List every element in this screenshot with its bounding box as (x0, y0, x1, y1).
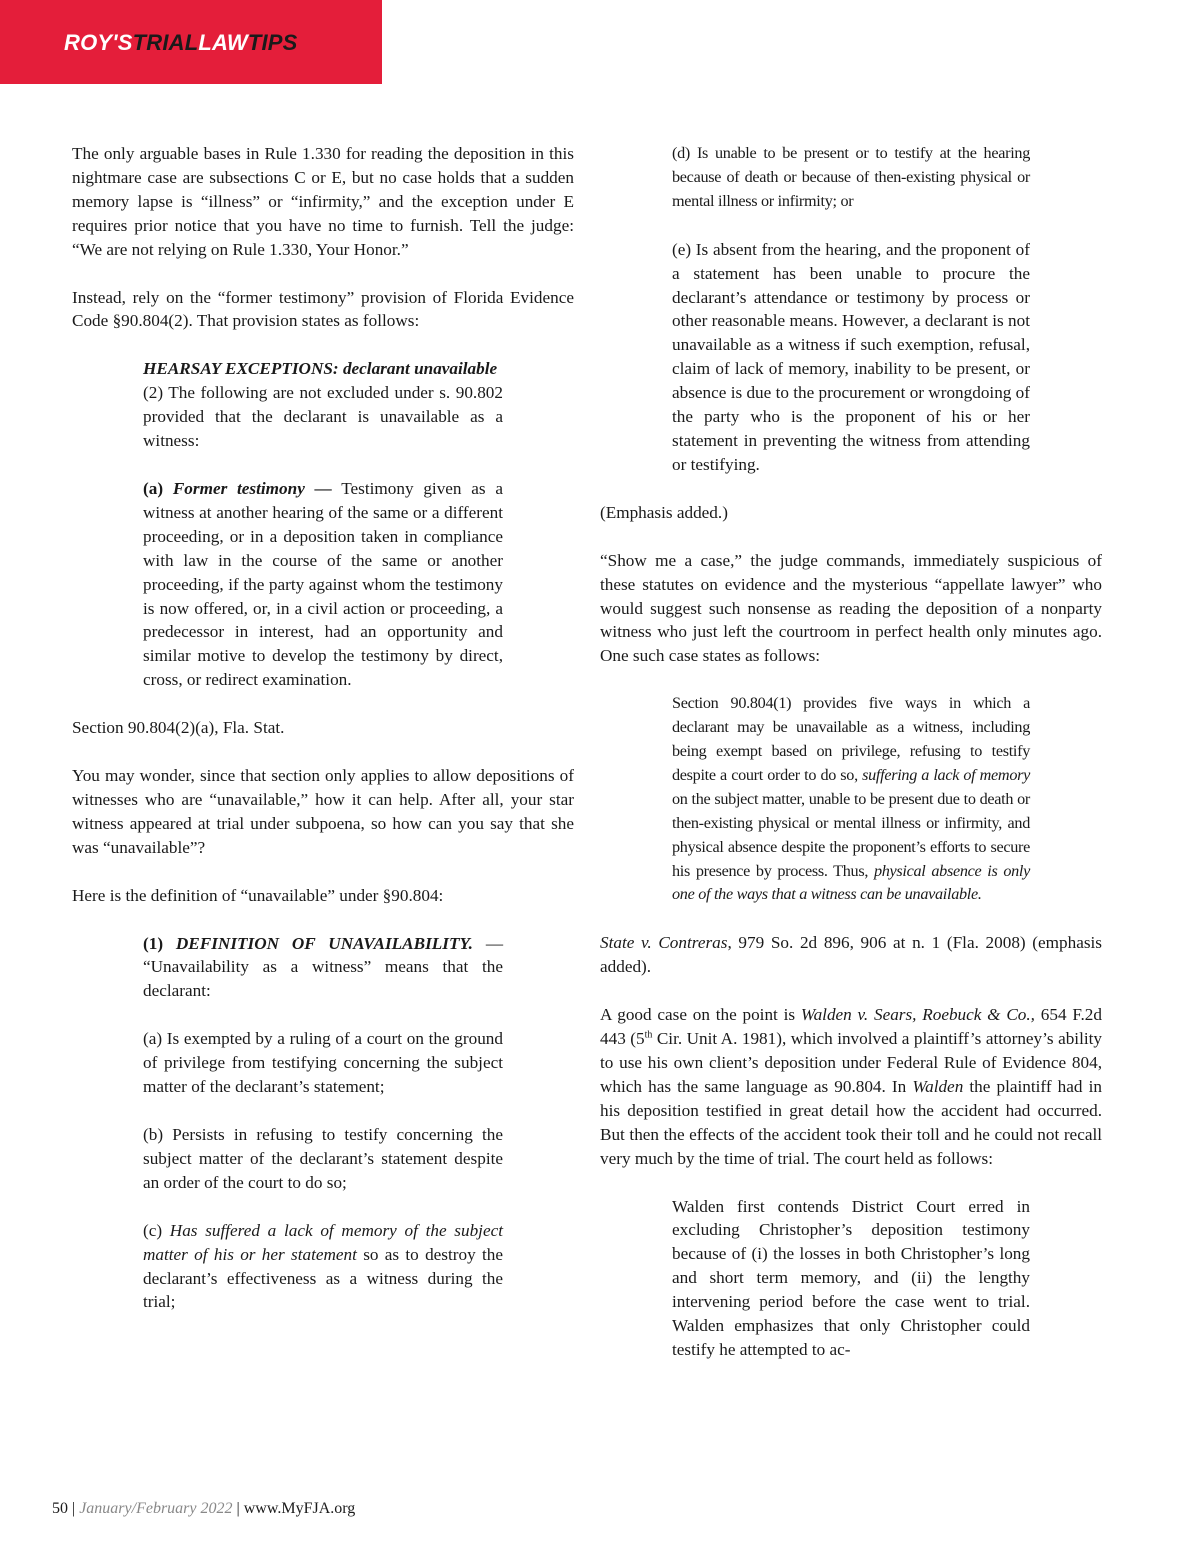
definition-title: DEFINITION OF UNAVAILABILITY. (175, 933, 473, 953)
statute-quote-former-testimony (143, 477, 503, 692)
case-name: Walden (912, 1076, 964, 1096)
quote-text: (2) The following are not excluded under s. 90.802 provided that the declarant is unavailable as a witness: (143, 383, 503, 451)
section-banner (0, 0, 382, 84)
citation (600, 931, 1102, 979)
paragraph: The only arguable bases in Rule 1.330 for reading the deposition in this nightmare case are subsections C or E, but no case holds that a sudden memory lapse is “illness” or “infirmity,” and the exception under E requires prior notice that you have no time to furnish. Tell the judge: “We are not relying on Rule 1.330, Your Honor.” (72, 144, 574, 259)
quote-emphasis: physical absence is only one of the ways that a witness can be unavailable. (672, 861, 1030, 904)
case-quote-contreras (672, 692, 1030, 907)
text-run: 654 F.2d 443 (5 (600, 1005, 1102, 1049)
paragraph: “Show me a case,” the judge commands, immediately suspicious of these statutes on evidence and the mysterious “appellate lawyer” who would suggest such nonsense as reading the deposition of a nonparty witness who just left the courtroom in perfect health only minutes ago. One such case states as follows: (600, 550, 1102, 666)
case-quote-walden: Walden first contends District Court erred in excluding Christopher’s deposition testimony because of (i) the losses in both Christopher’s long and short term memory, and (ii) the lengthy intervening period before the case went to trial. Walden emphasizes that only Christopher could testify he attempted to ac- (672, 1196, 1030, 1359)
definition-label: (1) (143, 933, 164, 953)
case-name: State v. Contreras (600, 933, 728, 953)
paragraph: Instead, rely on the “former testimony” provision of Florida Evidence Code §90.804(2). That provision states as follows: (72, 287, 574, 331)
banner-tips: TIPS (247, 30, 298, 55)
website: www.MyFJA.org (243, 1500, 356, 1517)
paragraph: You may wonder, since that section only applies to allow depositions of witnesses who are “unavailable,” how it can help. After all, your star witness appeared at trial under subpoena, so how can you say that she was “unavailable”? (72, 766, 574, 857)
citation: Section 90.804(2)(a), Fla. Stat. (72, 718, 285, 738)
banner-law: LAW (198, 30, 248, 55)
section-title (64, 30, 298, 56)
page-number: 50 (52, 1500, 68, 1517)
issue-date: January/February 2022 (79, 1500, 233, 1517)
definition-item-e: (e) Is absent from the hearing, and the proponent of a statement has been unable to procure the declarant’s attendance or testimony by process or other reasonable means. However, a declarant is not unavailable as a witness if such exemption, refusal, claim of lack of memory, inability to be present, or absence is due to the procurement or wrongdoing of the party who is the proponent of his or her statement in preventing the witness from attending or testifying. (672, 239, 1030, 474)
citation-text: , 979 So. 2d 896, 906 at n. 1 (Fla. 2008) (emphasis added). (600, 933, 1102, 977)
item-prefix: (c) (143, 1220, 170, 1240)
quote-heading: HEARSAY EXCEPTIONS: declarant unavailable (143, 359, 498, 379)
text-run: the plaintiff had in his deposition testified in great detail how the accident had occurred. But then the effects of the accident took their toll and he could not recall very much by the time of trial. The court held as follows: (600, 1076, 1102, 1168)
quote-text: on the subject matter, unable to be present due to death or then-existing physical or mental illness or infirmity, and physical absence despite the proponent’s efforts to secure his presence by process. Thus, (672, 789, 1030, 880)
item-text: so as to destroy the declarant’s effectiveness as a witness during the trial; (143, 1244, 503, 1312)
banner-trial: TRIAL (132, 30, 199, 55)
emphasis-note: (Emphasis added.) (600, 502, 728, 522)
page-footer: 50 | January/February 2022 | www.MyFJA.org (52, 1500, 356, 1517)
right-column (600, 142, 1102, 1386)
case-name: Walden v. Sears, Roebuck & Co., (800, 1005, 1035, 1025)
superscript: th (644, 1029, 653, 1041)
left-column (72, 142, 574, 1338)
definition-text: — “Unavailability as a witness” means that the declarant: (143, 933, 503, 1001)
definition-item-c (143, 1219, 503, 1315)
definition-item-b: (b) Persists in refusing to testify concerning the subject matter of the declarant’s statement despite an order of the court to do so; (143, 1125, 503, 1192)
quote-emphasis: suffering a lack of memory (862, 765, 1031, 784)
definition-quote (143, 932, 503, 1004)
quote-text: Testimony given as a witness at another hearing of the same or a different proceeding, or in a deposition taken in compliance with law in the course of the same or another proceeding, if the party against whom the testimony is now offered, or, in a civil action or proceeding, a predecessor in interest, had an opportunity and similar motive to develop the testimony by direct, cross, or redirect examination. (143, 478, 504, 690)
statute-quote-heading (143, 357, 503, 453)
item-emphasis: Has suffered a lack of memory of the subject matter of his or her statement (143, 1220, 503, 1264)
definition-item-d: (d) Is unable to be present or to testify at the hearing because of death or because of then-existing physical or mental illness or infirmity; or (672, 144, 1030, 210)
quote-title: Former testimony — (172, 478, 332, 498)
paragraph: Here is the definition of “unavailable” under §90.804: (72, 885, 444, 905)
paragraph (600, 1003, 1102, 1170)
quote-text: Section 90.804(1) provides five ways in which a declarant may be unavailable as a witness, including being exempt based on privilege, refusing to testify despite a court order to do so, (672, 694, 1030, 784)
definition-item-a: (a) Is exempted by a ruling of a court on the ground of privilege from testifying concerning the subject matter of the declarant’s statement; (143, 1029, 503, 1097)
text-run: Cir. Unit A. 1981), which involved a plaintiff’s attorney’s ability to use his own client’s deposition under Federal Rule of Evidence 804, which has the same language as 90.804. In (600, 1029, 1102, 1096)
text-run: A good case on the point is (600, 1005, 801, 1025)
quote-label: (a) (143, 478, 164, 498)
banner-roys: ROY'S (64, 30, 133, 55)
